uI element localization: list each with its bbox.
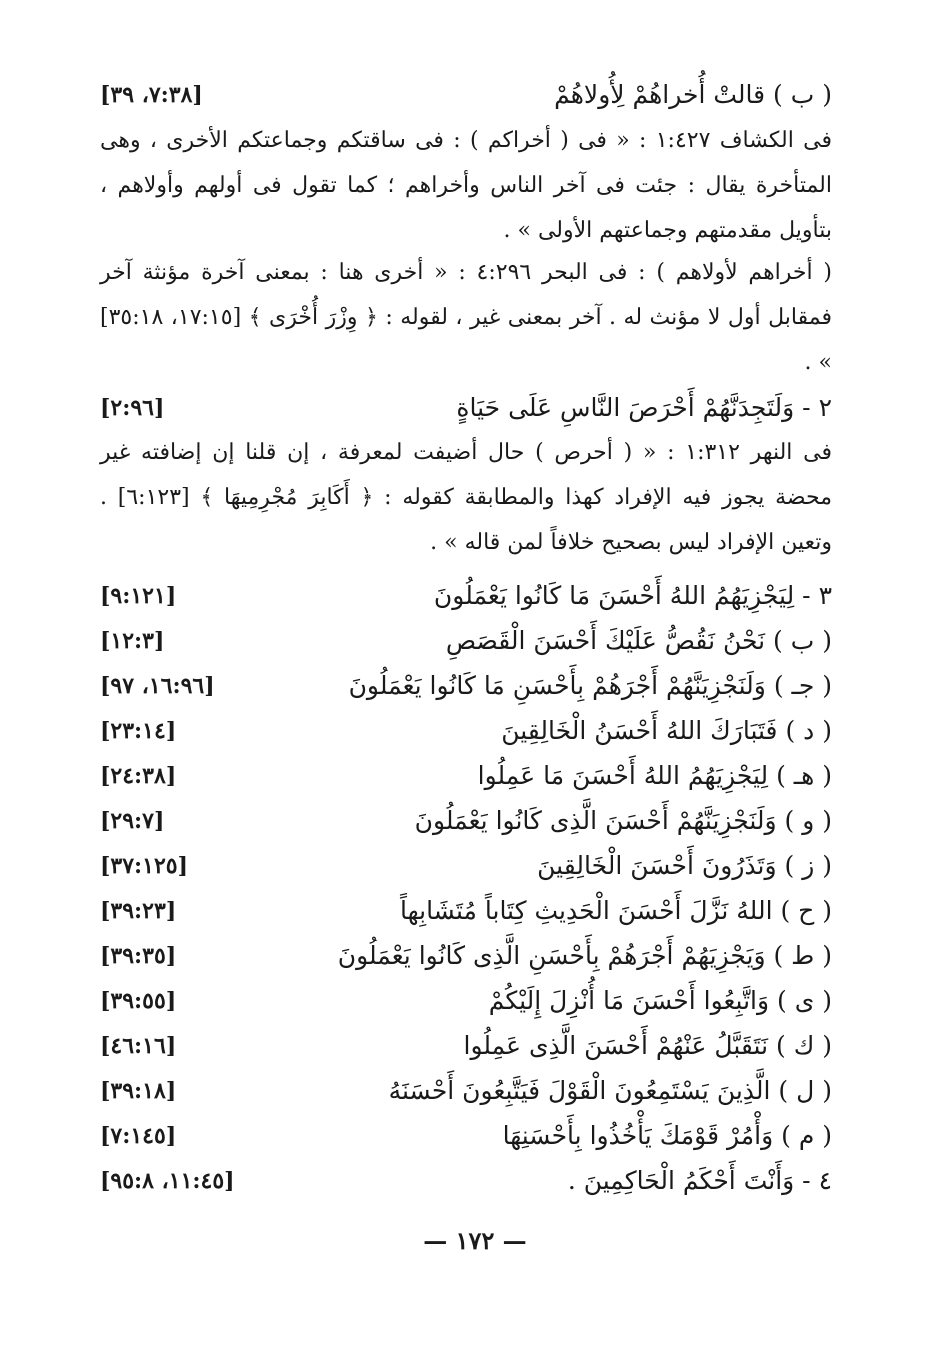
entry-text: ( د ) فَتَبَارَكَ اللهُ أَحْسَنُ الْخَالِقِينَ (501, 716, 832, 745)
verse-reference: [٢٩:٧] (100, 808, 165, 834)
verse-reference: [٢:٩٦] (100, 395, 165, 421)
sub-entry (100, 711, 832, 751)
verse-reference: [٣٧:١٢٥] (100, 853, 189, 879)
entry-text: ( ى ) وَاتَّبِعُوا أَحْسَنَ مَا أُنْزِلَ إِلَيْكُمْ (488, 986, 832, 1015)
verse-reference: [٣٩:٣٥] (100, 943, 177, 969)
entry-text: ( جـ ) وَلَنَجْزِيَنَّهُمْ أَجْرَهُمْ بِأَحْسَنِ مَا كَانُوا يَعْمَلُونَ (348, 671, 832, 700)
verse-reference: [٩:١٢١] (100, 583, 177, 609)
verse-reference: [١٢:٣] (100, 628, 165, 654)
verse-reference: [١١:٤٥، ٩٥:٨] (100, 1168, 235, 1194)
commentary-kashshaf: فى الكشاف ١:٤٢٧ : « فى ( أخراكم ) : فى ساقتكم وجماعتكم الأخرى ، وهى المتأخرة يقال : جئت فى آخر الناس وأخراهم ؛ كما تقول فى أولهم وأولاهم ، بتأويل مقدمتهم وجماعتهم الأولى » . (100, 128, 832, 243)
sub-entry (100, 891, 832, 931)
sub-entry (100, 936, 832, 976)
sub-entry (100, 621, 832, 661)
sub-entry (100, 981, 832, 1021)
page-number: — ١٧٢ — (423, 1226, 527, 1255)
entry-text: ( و ) وَلَنَجْزِيَنَّهُمْ أَحْسَنَ الَّذِى كَانُوا يَعْمَلُونَ (414, 806, 832, 835)
entry-text: ( ح ) اللهُ نَزَّلَ أَحْسَنَ الْحَدِيثِ كِتَاباً مُتَشَابِهاً (399, 896, 832, 925)
entry-text: ٤ - وَأَنْتَ أَحْكَمُ الْحَاكِمِينَ . (567, 1166, 832, 1195)
entry-text: ( م ) وَأْمُرْ قَوْمَكَ يَأْخُذُوا بِأَحْسَنِهَا (502, 1121, 832, 1150)
entry-text: ( ل ) الَّذِينَ يَسْتَمِعُونَ الْقَوْلَ فَيَتَّبِعُونَ أَحْسَنَهُ (388, 1076, 832, 1105)
sub-entry (100, 756, 832, 796)
sub-entry (100, 1116, 832, 1156)
sub-entry (100, 846, 832, 886)
entry-item-4 (100, 1161, 832, 1201)
entry-item-3 (100, 576, 832, 616)
entry-text: ٣ - لِيَجْزِيَهُمُ اللهُ أَحْسَنَ مَا كَانُوا يَعْمَلُونَ (433, 581, 832, 610)
sub-entry (100, 666, 832, 706)
entry-text: ( هـ ) لِيَجْزِيَهُمُ اللهُ أَحْسَنَ مَا عَمِلُوا (477, 761, 832, 790)
sub-entry (100, 1071, 832, 1111)
entry-b-header (100, 75, 832, 115)
entry-text: ( ك ) نَتَقَبَّلُ عَنْهُمْ أَحْسَنَ الَّذِى عَمِلُوا (463, 1031, 832, 1060)
verse-reference: [٢٤:٣٨] (100, 763, 177, 789)
entry-text: ( ط ) وَيَجْزِيَهُمْ أَجْرَهُمْ بِأَحْسَنِ الَّذِى كَانُوا يَعْمَلُونَ (337, 941, 832, 970)
verse-reference: [٢٣:١٤] (100, 718, 177, 744)
commentary-bahr: ( أخراهم لأولاهم ) : فى البحر ٤:٢٩٦ : « أخرى هنا : بمعنى آخرة مؤنثة آخر فمقابل أول لا مؤنث له . آخر بمعنى غير ، لقوله : ﴿ وِزْرَ أُخْرَى ﴾ [١٧:١٥، ٣٥:١٨] » . (100, 260, 832, 375)
entry-text: ( ز ) وَتَذَرُونَ أَحْسَنَ الْخَالِقِينَ (537, 851, 832, 880)
verse-reference: [١٦:٩٦، ٩٧] (100, 673, 215, 699)
entry-item-2 (100, 388, 832, 428)
verse-reference: [٧:١٤٥] (100, 1123, 177, 1149)
entry-text: ( ب ) قالتْ أُخراهُمْ لِأُولاهُمْ (554, 80, 832, 109)
commentary-nahr: فى النهر ١:٣١٢ : « ( أحرص ) حال أضيفت لمعرفة ، إن قلنا إن إضافته غير محضة يجوز فيه الإفراد كهذا والمطابقة كقوله : ﴿ أَكَابِرَ مُجْرِمِيهَا ﴾ [٦:١٢٣] . وتعين الإفراد ليس بصحيح خلافاً لمن قاله » . (100, 440, 832, 555)
verse-reference: [٧:٣٨، ٣٩] (100, 82, 203, 108)
sub-entry (100, 1026, 832, 1066)
entry-text: ٢ - وَلَتَجِدَنَّهُمْ أَحْرَصَ النَّاسِ عَلَى حَيَاةٍ (456, 393, 832, 422)
verse-reference: [٣٩:٢٣] (100, 898, 177, 924)
entry-text: ( ب ) نَحْنُ نَقُصُّ عَلَيْكَ أَحْسَنَ الْقَصَصِ (445, 626, 832, 655)
verse-reference: [٤٦:١٦] (100, 1033, 177, 1059)
verse-reference: [٣٩:٥٥] (100, 988, 177, 1014)
sub-entry (100, 801, 832, 841)
verse-reference: [٣٩:١٨] (100, 1078, 177, 1104)
